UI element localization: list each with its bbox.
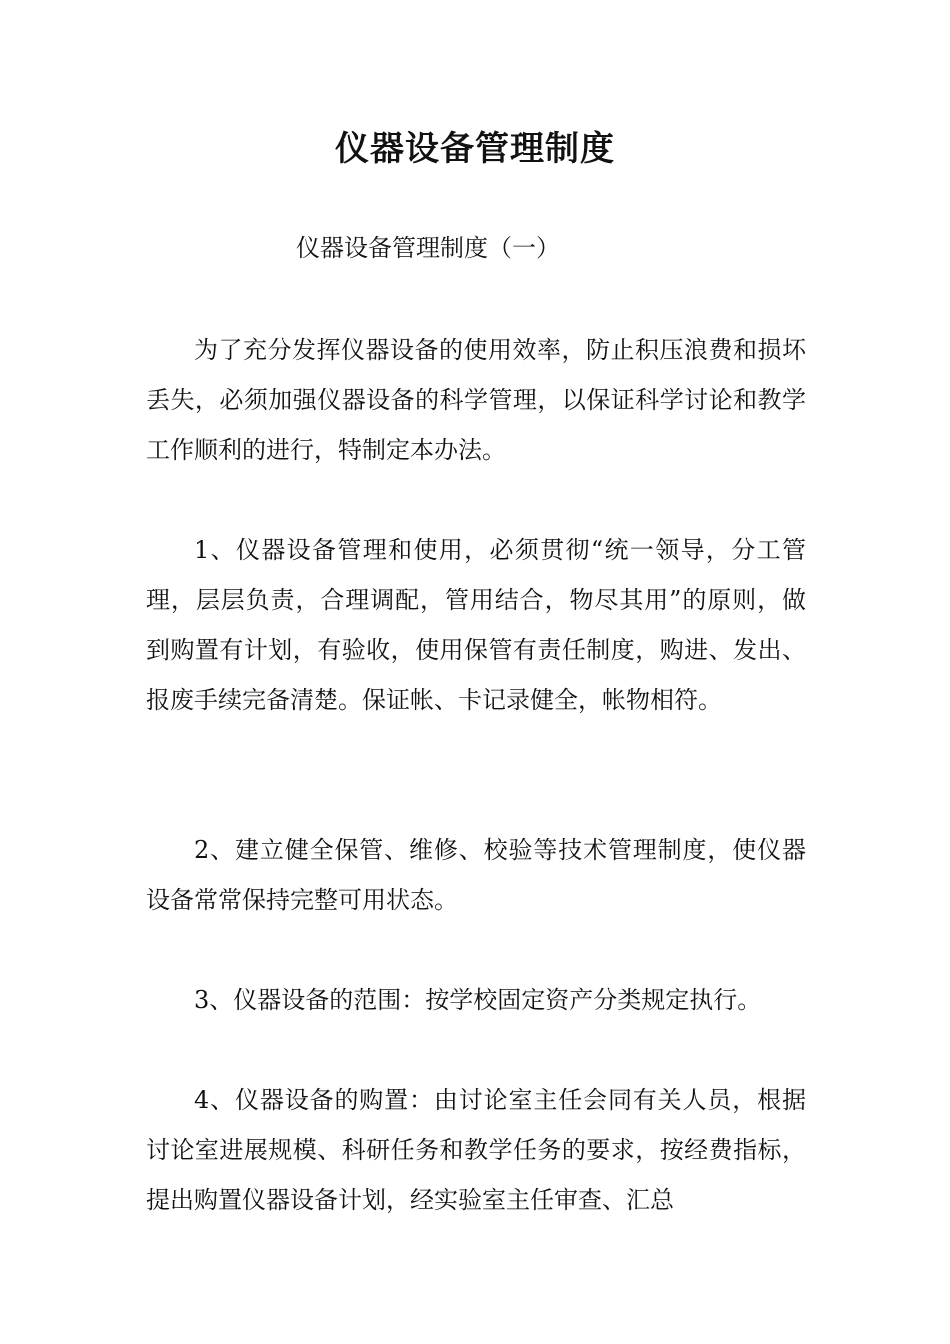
paragraph-item-1: 1、仪器设备管理和使用，必须贯彻“统一领导，分工管理，层层负责，合理调配，管用结合，物尽其用”的原则，做到购置有计划，有验收，使用保管有责任制度，购进、发出、报废手续完备清楚。保证帐、卡记录健全，帐物相符。 [146, 536, 806, 714]
paragraph-item-3: 3、仪器设备的范围：按学校固定资产分类规定执行。 [194, 986, 762, 1014]
paragraph-item-2: 2、建立健全保管、维修、校验等技术管理制度，使仪器设备常常保持完整可用状态。 [146, 836, 806, 914]
document-title: 仪器设备管理制度 [335, 129, 615, 169]
paragraph-item-4: 4、仪器设备的购置：由讨论室主任会同有关人员，根据讨论室进展规模、科研任务和教学任务的要求，按经费指标，提出购置仪器设备计划，经实验室主任审查、汇总 [146, 1086, 806, 1214]
paragraph-intro: 为了充分发挥仪器设备的使用效率，防止积压浪费和损坏丢失，必须加强仪器设备的科学管理，以保证科学讨论和教学工作顺利的进行，特制定本办法。 [146, 336, 806, 464]
document-subtitle: 仪器设备管理制度（一） [296, 234, 560, 262]
